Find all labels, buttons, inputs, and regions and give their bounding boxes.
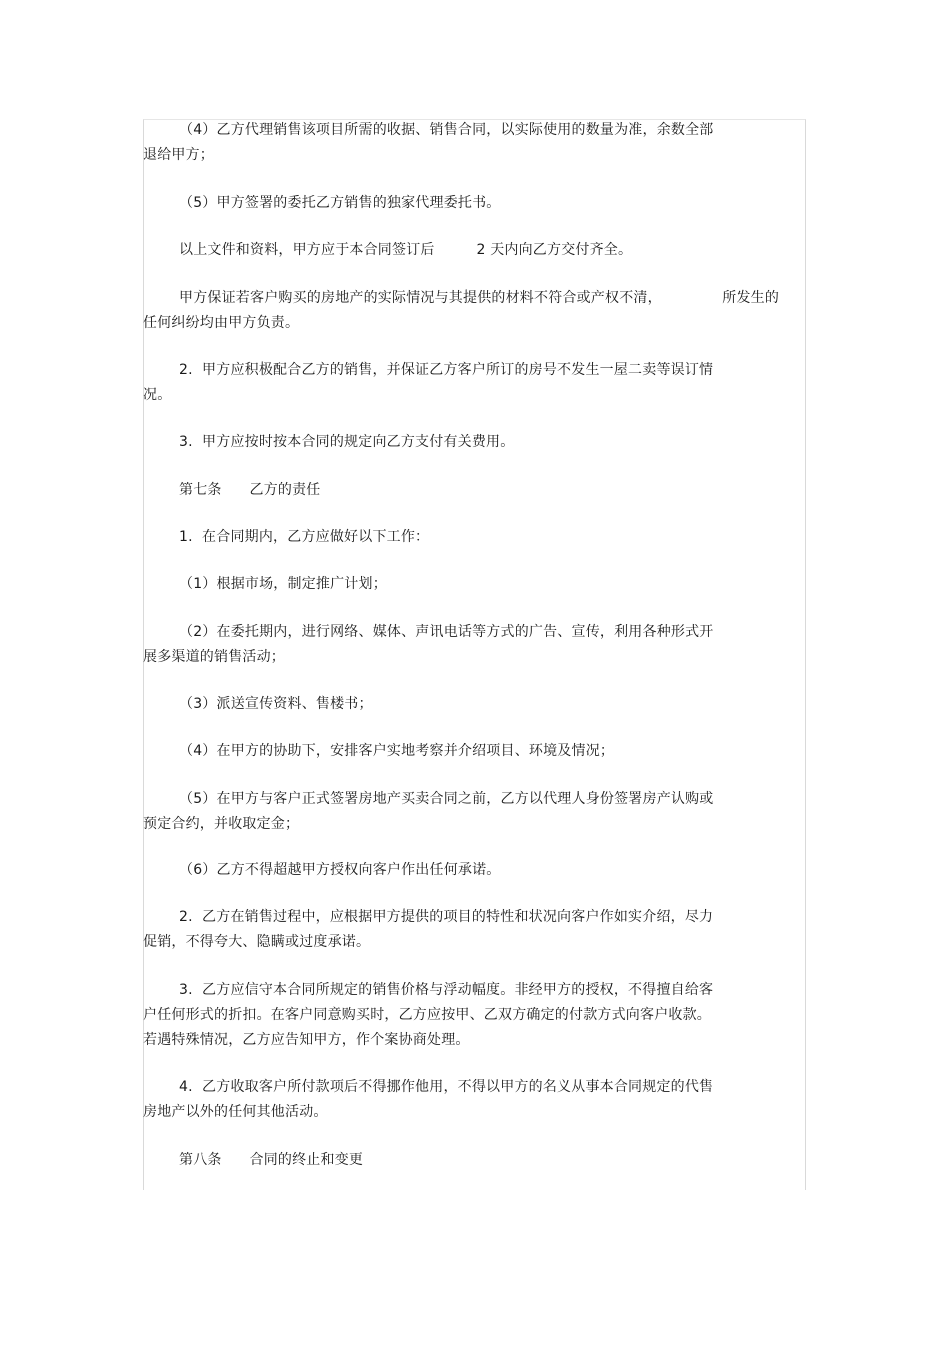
paragraph-line: （1）根据市场，制定推广计划； [179, 576, 387, 592]
paragraph-line: 4. 乙方收取客户所付款项后不得挪作他用，不得以甲方的名义从事本合同规定的代售 [179, 1079, 714, 1095]
paragraph-line: 1. 在合同期内，乙方应做好以下工作： [179, 529, 430, 545]
paragraph-line: （2）在委托期内，进行网络、媒体、声讯电话等方式的广告、宣传，利用各种形式开 [179, 624, 714, 640]
paragraph-line: 户任何形式的折扣。在客户同意购买时，乙方应按甲、乙双方确定的付款方式向客户收款。 [143, 1007, 711, 1023]
paragraph-line: 况。 [143, 387, 172, 403]
paragraph-line: 2. 甲方应积极配合乙方的销售，并保证乙方客户所订的房号不发生一屋二卖等误订情 [179, 362, 714, 378]
paragraph-line: 房地产以外的任何其他活动。 [143, 1104, 328, 1120]
paragraph-line: 展多渠道的销售活动； [143, 649, 285, 665]
paragraph-line: 预定合约，并收取定金； [143, 816, 300, 832]
section-heading: 第七条 乙方的责任 [179, 482, 321, 498]
paragraph-line: （6）乙方不得超越甲方授权向客户作出任何承诺。 [179, 862, 501, 878]
paragraph-line: 退给甲方； [143, 147, 214, 163]
paragraph-line: （5）在甲方与客户正式签署房地产买卖合同之前，乙方以代理人身份签署房产认购或 [179, 791, 714, 807]
paragraph-line: 促销，不得夸大、隐瞒或过度承诺。 [143, 934, 371, 950]
paragraph-line: 甲方保证若客户购买的房地产的实际情况与其提供的材料不符合或产权不清， 所发生的 [179, 290, 780, 306]
paragraph-line: 任何纠纷均由甲方负责。 [143, 315, 300, 331]
paragraph-line: （5）甲方签署的委托乙方销售的独家代理委托书。 [179, 195, 501, 211]
paragraph-line: 以上文件和资料，甲方应于本合同签订后 2 天内向乙方交付齐全。 [179, 242, 633, 258]
paragraph-line: 若遇特殊情况，乙方应告知甲方，作个案协商处理。 [143, 1032, 470, 1048]
paragraph-line: 3. 甲方应按时按本合同的规定向乙方支付有关费用。 [179, 434, 515, 450]
paragraph-line: （3）派送宣传资料、售楼书； [179, 696, 373, 712]
paragraph-line: （4）在甲方的协助下，安排客户实地考察并介绍项目、环境及情况； [179, 743, 615, 759]
paragraph-line: 3. 乙方应信守本合同所规定的销售价格与浮动幅度。非经甲方的授权，不得擅自给客 [179, 982, 714, 998]
paragraph-line: （4）乙方代理销售该项目所需的收据、销售合同，以实际使用的数量为准，余数全部 [179, 122, 714, 138]
paragraph-line: 2. 乙方在销售过程中，应根据甲方提供的项目的特性和状况向客户作如实介绍，尽力 [179, 909, 714, 925]
section-heading: 第八条 合同的终止和变更 [179, 1152, 364, 1168]
